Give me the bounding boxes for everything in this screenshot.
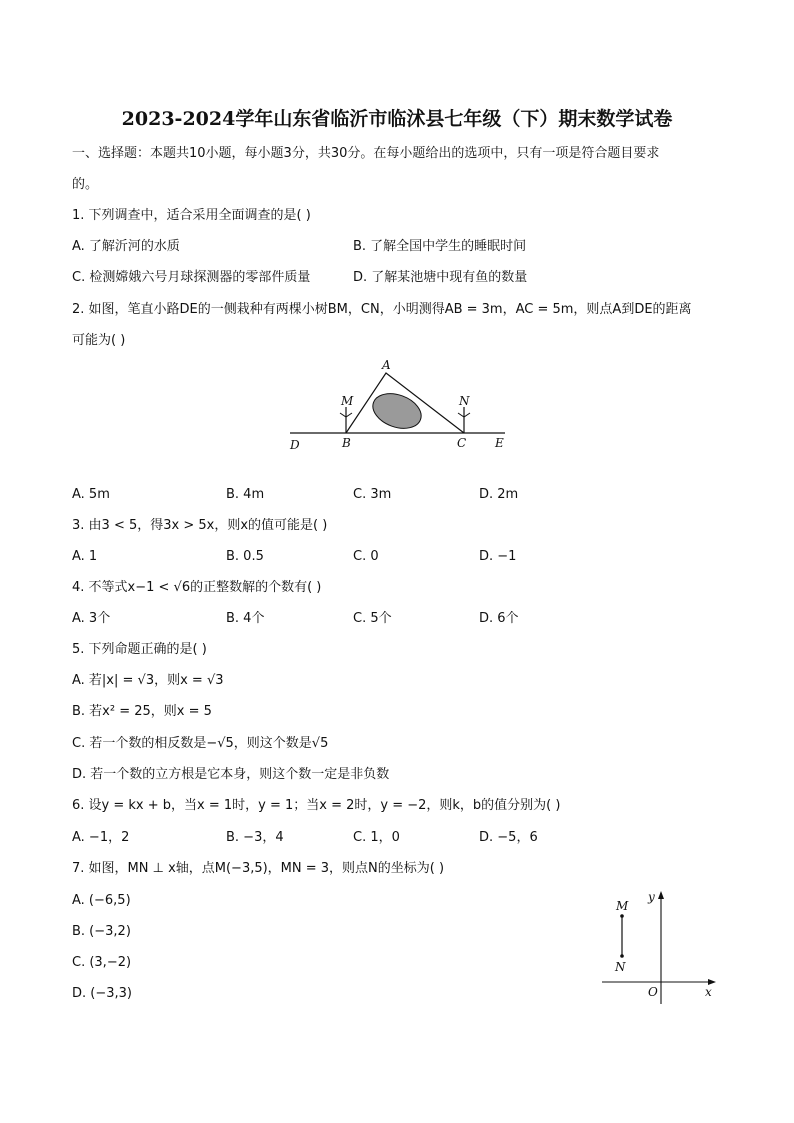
q4-option-c: C. 5个: [353, 611, 392, 626]
q6-option-d: D. −5，6: [479, 830, 538, 845]
q3-option-d: D. −1: [479, 549, 517, 564]
q5-option-d: D. 若一个数的立方根是它本身，则这个数一定是非负数: [72, 767, 390, 782]
label-b: B: [342, 436, 351, 450]
section-heading-line1: 一、选择题：本题共10小题，每小题3分，共30分。在每小题给出的选项中，只有一项是符合题目要求: [72, 146, 660, 161]
question-4-stem: 4. 不等式x−1 < √6的正整数解的个数有( ): [72, 580, 322, 595]
y-axis-arrow: [658, 891, 664, 899]
question-7-stem: 7. 如图，MN ⊥ x轴，点M(−3,5)，MN = 3，则点N的坐标为( ): [72, 861, 445, 876]
q5-option-b: B. 若x² = 25，则x = 5: [72, 704, 212, 719]
q2-option-a: A. 5m: [72, 487, 110, 502]
pond-ellipse: [368, 387, 426, 434]
q3-option-a: A. 1: [72, 549, 98, 564]
q6-option-c: C. 1，0: [353, 830, 400, 845]
q7-option-a: A. (−6,5): [72, 893, 131, 908]
q7-coordinate-figure: [598, 886, 723, 1008]
q2-option-d: D. 2m: [479, 487, 519, 502]
q7-option-d: D. (−3,3): [72, 986, 132, 1001]
q3-option-c: C. 0: [353, 549, 379, 564]
section-heading-line2: 的。: [72, 177, 99, 192]
q5-option-c: C. 若一个数的相反数是−√5，则这个数是√5: [72, 736, 329, 751]
page-title: 2023-2024学年山东省临沂市临沭县七年级（下）期末数学试卷: [121, 108, 673, 130]
point-m: [620, 914, 624, 918]
question-6-stem: 6. 设y = kx + b，当x = 1时，y = 1；当x = 2时，y = −2，则k，b的值分别为( ): [72, 798, 561, 813]
q1-option-b: B. 了解全国中学生的睡眠时间: [353, 239, 527, 254]
label-m: M: [616, 899, 629, 913]
label-m: M: [341, 394, 354, 408]
label-e: E: [495, 436, 504, 450]
q6-option-b: B. −3，4: [226, 830, 284, 845]
q4-option-b: B. 4个: [226, 611, 265, 626]
question-1-stem: 1. 下列调查中，适合采用全面调查的是( ): [72, 208, 311, 223]
q1-option-d: D. 了解某池塘中现有鱼的数量: [353, 270, 528, 285]
question-2-stem-line1: 2. 如图，笔直小路DE的一侧栽种有两棵小树BM，CN，小明测得AB = 3m，AC = 5m，则点A到DE的距离: [72, 302, 692, 317]
q4-option-d: D. 6个: [479, 611, 519, 626]
label-d: D: [290, 438, 300, 452]
label-n: N: [615, 960, 626, 974]
q2-triangle-figure: [280, 355, 520, 455]
q2-option-b: B. 4m: [226, 487, 265, 502]
q6-option-a: A. −1，2: [72, 830, 130, 845]
label-a: A: [382, 358, 391, 372]
point-n: [620, 954, 624, 958]
q5-option-a: A. 若|x| = √3，则x = √3: [72, 673, 224, 688]
q7-option-b: B. (−3,2): [72, 924, 131, 939]
q3-option-b: B. 0.5: [226, 549, 264, 564]
question-5-stem: 5. 下列命题正确的是( ): [72, 642, 207, 657]
q2-option-c: C. 3m: [353, 487, 392, 502]
label-o: O: [648, 985, 658, 999]
q7-option-c: C. (3,−2): [72, 955, 132, 970]
question-2-stem-line2: 可能为( ): [72, 333, 126, 348]
q4-option-a: A. 3个: [72, 611, 111, 626]
label-n: N: [459, 394, 470, 408]
question-3-stem: 3. 由3 < 5，得3x > 5x，则x的值可能是( ): [72, 518, 328, 533]
label-c: C: [457, 436, 467, 450]
label-y: y: [648, 890, 655, 904]
q1-option-c: C. 检测嫦娥六号月球探测器的零部件质量: [72, 270, 311, 285]
label-x: x: [705, 985, 712, 999]
q1-option-a: A. 了解沂河的水质: [72, 239, 180, 254]
